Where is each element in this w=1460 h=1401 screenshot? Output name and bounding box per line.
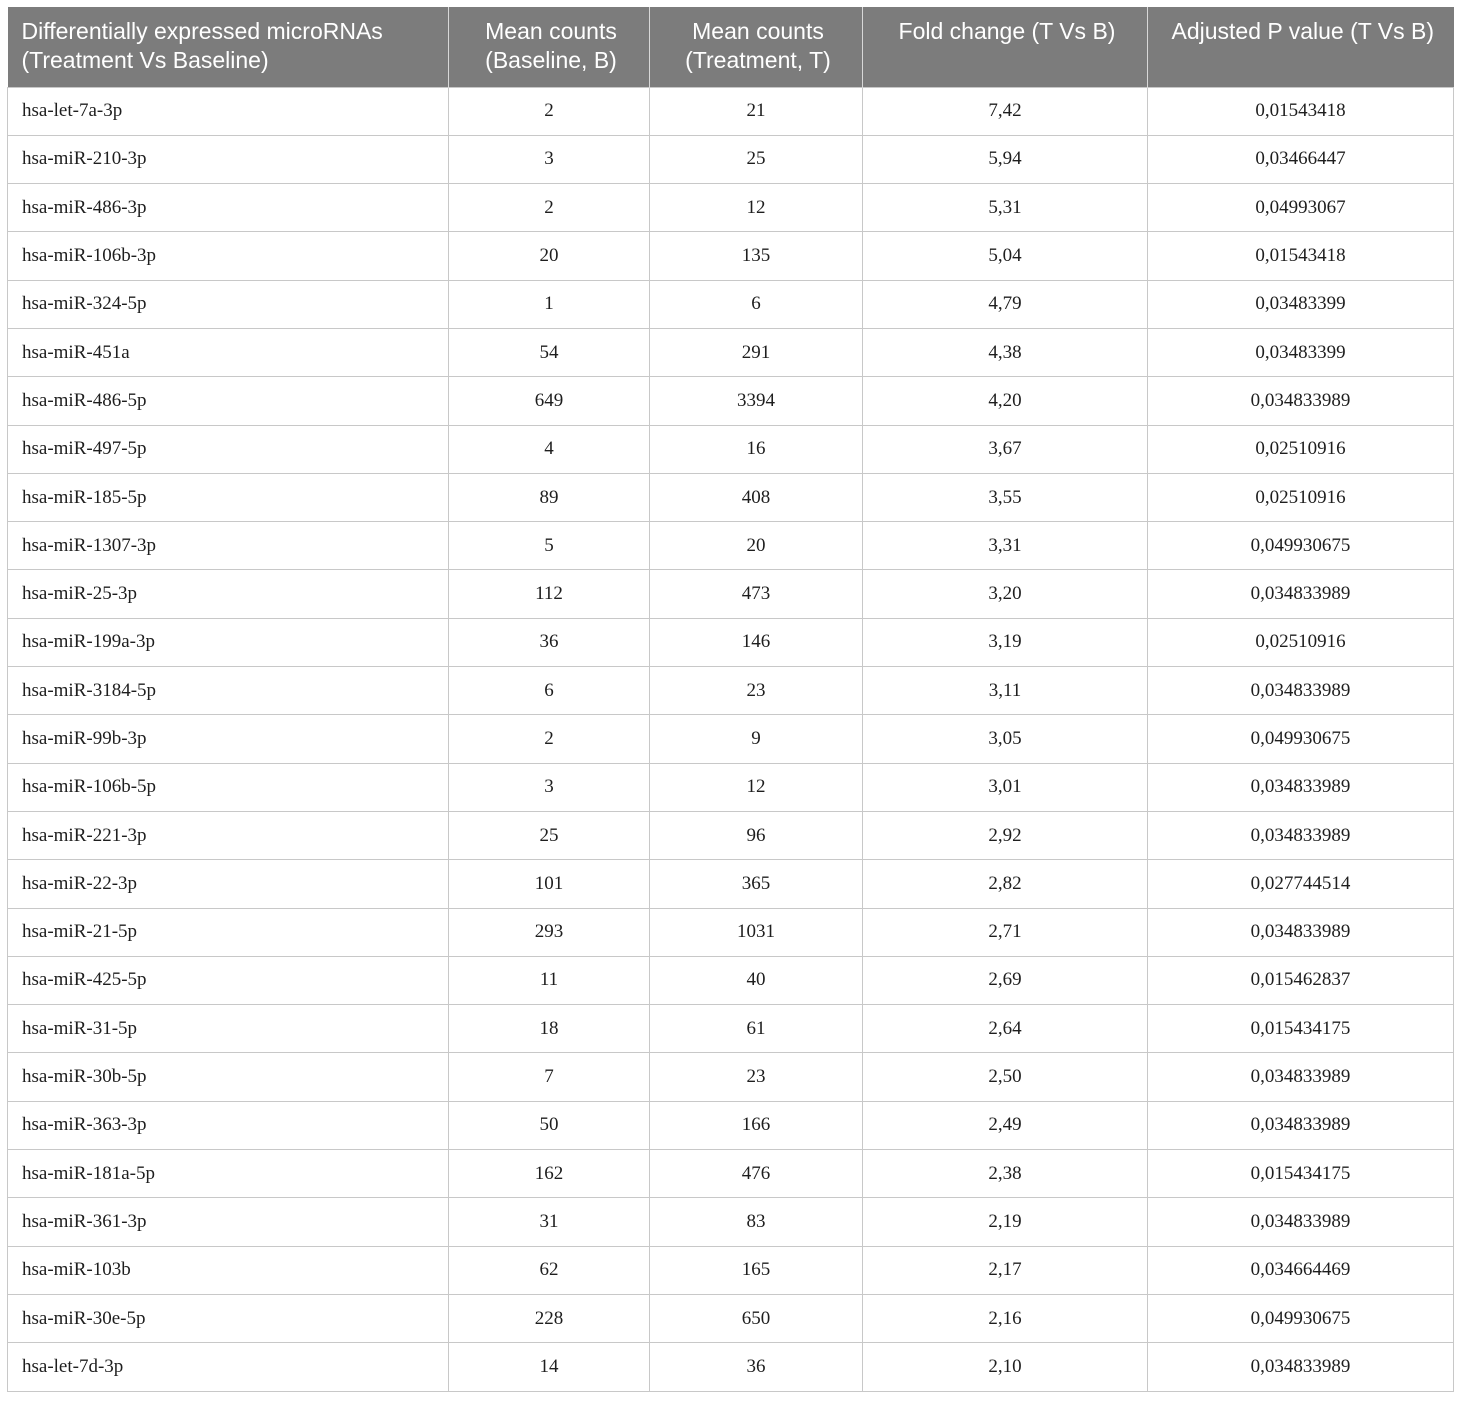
cell-p-value: 0,027744514 <box>1148 860 1454 908</box>
cell-mirna: hsa-miR-106b-5p <box>8 763 449 811</box>
cell-treatment: 9 <box>650 715 863 763</box>
cell-treatment: 23 <box>650 667 863 715</box>
cell-baseline: 54 <box>449 328 650 376</box>
header-mirna-line1: Differentially expressed microRNAs <box>21 18 383 44</box>
cell-p-value: 0,034833989 <box>1148 570 1454 618</box>
cell-fold-change: 3,67 <box>863 425 1148 473</box>
cell-p-value: 0,034833989 <box>1148 811 1454 859</box>
table-row <box>8 87 1454 135</box>
cell-fold-change: 2,69 <box>863 956 1148 1004</box>
cell-p-value: 0,03483399 <box>1148 328 1454 376</box>
table-row <box>8 1101 1454 1149</box>
cell-fold-change: 3,11 <box>863 667 1148 715</box>
cell-baseline: 11 <box>449 956 650 1004</box>
cell-treatment: 23 <box>650 1053 863 1101</box>
cell-p-value: 0,01543418 <box>1148 232 1454 280</box>
cell-treatment: 16 <box>650 425 863 473</box>
table-row <box>8 1053 1454 1101</box>
table-header <box>8 7 1454 87</box>
table-row <box>8 328 1454 376</box>
cell-p-value: 0,049930675 <box>1148 1294 1454 1342</box>
cell-treatment: 408 <box>650 473 863 521</box>
header-treatment <box>650 7 863 87</box>
cell-p-value: 0,03466447 <box>1148 135 1454 183</box>
cell-baseline: 5 <box>449 522 650 570</box>
cell-mirna: hsa-miR-103b <box>8 1246 449 1294</box>
cell-fold-change: 5,31 <box>863 184 1148 232</box>
cell-fold-change: 2,38 <box>863 1150 1148 1198</box>
cell-treatment: 365 <box>650 860 863 908</box>
cell-mirna: hsa-miR-181a-5p <box>8 1150 449 1198</box>
cell-treatment: 166 <box>650 1101 863 1149</box>
cell-treatment: 146 <box>650 618 863 666</box>
cell-baseline: 31 <box>449 1198 650 1246</box>
cell-fold-change: 3,55 <box>863 473 1148 521</box>
cell-fold-change: 3,05 <box>863 715 1148 763</box>
cell-fold-change: 2,82 <box>863 860 1148 908</box>
table-row <box>8 908 1454 956</box>
header-fold-change-line1: Fold change (T Vs B) <box>898 18 1116 44</box>
cell-mirna: hsa-miR-30b-5p <box>8 1053 449 1101</box>
cell-fold-change: 7,42 <box>863 87 1148 135</box>
table-row <box>8 1343 1454 1391</box>
cell-fold-change: 3,31 <box>863 522 1148 570</box>
cell-baseline: 2 <box>449 87 650 135</box>
cell-treatment: 21 <box>650 87 863 135</box>
cell-mirna: hsa-miR-31-5p <box>8 1005 449 1053</box>
cell-p-value: 0,034833989 <box>1148 1053 1454 1101</box>
header-baseline-line2: (Baseline, B) <box>485 47 617 73</box>
header-mirna <box>8 7 449 87</box>
cell-treatment: 476 <box>650 1150 863 1198</box>
cell-p-value: 0,034833989 <box>1148 1101 1454 1149</box>
cell-baseline: 50 <box>449 1101 650 1149</box>
cell-treatment: 25 <box>650 135 863 183</box>
cell-fold-change: 2,16 <box>863 1294 1148 1342</box>
header-fold-change <box>863 7 1148 87</box>
cell-treatment: 291 <box>650 328 863 376</box>
table-row <box>8 184 1454 232</box>
cell-mirna: hsa-miR-451a <box>8 328 449 376</box>
cell-mirna: hsa-miR-210-3p <box>8 135 449 183</box>
cell-treatment: 650 <box>650 1294 863 1342</box>
cell-fold-change: 3,19 <box>863 618 1148 666</box>
cell-mirna: hsa-let-7a-3p <box>8 87 449 135</box>
cell-p-value: 0,049930675 <box>1148 522 1454 570</box>
cell-p-value: 0,015434175 <box>1148 1150 1454 1198</box>
cell-mirna: hsa-miR-106b-3p <box>8 232 449 280</box>
cell-fold-change: 2,71 <box>863 908 1148 956</box>
cell-mirna: hsa-miR-22-3p <box>8 860 449 908</box>
cell-baseline: 162 <box>449 1150 650 1198</box>
table-row <box>8 811 1454 859</box>
header-p-value-line1: Adjusted P value (T Vs B) <box>1171 18 1434 44</box>
cell-p-value: 0,034833989 <box>1148 763 1454 811</box>
cell-fold-change: 2,19 <box>863 1198 1148 1246</box>
cell-mirna: hsa-miR-363-3p <box>8 1101 449 1149</box>
cell-mirna: hsa-miR-1307-3p <box>8 522 449 570</box>
header-baseline-line1: Mean counts <box>485 18 617 44</box>
cell-mirna: hsa-miR-99b-3p <box>8 715 449 763</box>
header-baseline <box>449 7 650 87</box>
cell-p-value: 0,034664469 <box>1148 1246 1454 1294</box>
cell-baseline: 14 <box>449 1343 650 1391</box>
cell-p-value: 0,015462837 <box>1148 956 1454 1004</box>
table-row <box>8 473 1454 521</box>
cell-mirna: hsa-miR-486-5p <box>8 377 449 425</box>
cell-baseline: 101 <box>449 860 650 908</box>
cell-baseline: 228 <box>449 1294 650 1342</box>
cell-mirna: hsa-miR-361-3p <box>8 1198 449 1246</box>
cell-treatment: 12 <box>650 184 863 232</box>
table-row <box>8 763 1454 811</box>
table-row <box>8 135 1454 183</box>
cell-mirna: hsa-miR-497-5p <box>8 425 449 473</box>
cell-mirna: hsa-miR-221-3p <box>8 811 449 859</box>
cell-mirna: hsa-miR-25-3p <box>8 570 449 618</box>
cell-p-value: 0,02510916 <box>1148 473 1454 521</box>
table-row <box>8 667 1454 715</box>
header-treatment-line1: Mean counts <box>692 18 824 44</box>
cell-baseline: 6 <box>449 667 650 715</box>
cell-baseline: 18 <box>449 1005 650 1053</box>
cell-baseline: 4 <box>449 425 650 473</box>
cell-baseline: 1 <box>449 280 650 328</box>
cell-baseline: 25 <box>449 811 650 859</box>
table-row <box>8 860 1454 908</box>
cell-fold-change: 5,94 <box>863 135 1148 183</box>
table-row <box>8 232 1454 280</box>
table-row <box>8 425 1454 473</box>
cell-p-value: 0,04993067 <box>1148 184 1454 232</box>
table-row <box>8 1005 1454 1053</box>
cell-baseline: 2 <box>449 715 650 763</box>
cell-treatment: 165 <box>650 1246 863 1294</box>
cell-treatment: 40 <box>650 956 863 1004</box>
cell-treatment: 6 <box>650 280 863 328</box>
cell-baseline: 7 <box>449 1053 650 1101</box>
table-row <box>8 377 1454 425</box>
cell-mirna: hsa-miR-324-5p <box>8 280 449 328</box>
cell-baseline: 649 <box>449 377 650 425</box>
cell-mirna: hsa-let-7d-3p <box>8 1343 449 1391</box>
cell-treatment: 135 <box>650 232 863 280</box>
cell-fold-change: 2,92 <box>863 811 1148 859</box>
cell-fold-change: 3,20 <box>863 570 1148 618</box>
cell-fold-change: 2,64 <box>863 1005 1148 1053</box>
cell-baseline: 293 <box>449 908 650 956</box>
cell-baseline: 62 <box>449 1246 650 1294</box>
mirna-table <box>7 7 1454 1392</box>
cell-mirna: hsa-miR-185-5p <box>8 473 449 521</box>
cell-baseline: 2 <box>449 184 650 232</box>
cell-p-value: 0,03483399 <box>1148 280 1454 328</box>
cell-p-value: 0,049930675 <box>1148 715 1454 763</box>
cell-baseline: 3 <box>449 135 650 183</box>
cell-treatment: 20 <box>650 522 863 570</box>
cell-baseline: 3 <box>449 763 650 811</box>
table-row <box>8 1294 1454 1342</box>
cell-mirna: hsa-miR-3184-5p <box>8 667 449 715</box>
cell-mirna: hsa-miR-425-5p <box>8 956 449 1004</box>
cell-treatment: 12 <box>650 763 863 811</box>
table-row <box>8 280 1454 328</box>
cell-fold-change: 3,01 <box>863 763 1148 811</box>
cell-p-value: 0,034833989 <box>1148 1198 1454 1246</box>
cell-baseline: 112 <box>449 570 650 618</box>
table-row <box>8 1198 1454 1246</box>
cell-mirna: hsa-miR-30e-5p <box>8 1294 449 1342</box>
cell-treatment: 3394 <box>650 377 863 425</box>
table-row <box>8 1246 1454 1294</box>
cell-p-value: 0,02510916 <box>1148 618 1454 666</box>
table-row <box>8 618 1454 666</box>
cell-treatment: 473 <box>650 570 863 618</box>
cell-p-value: 0,01543418 <box>1148 87 1454 135</box>
cell-p-value: 0,034833989 <box>1148 1343 1454 1391</box>
header-treatment-line2: (Treatment, T) <box>685 47 831 73</box>
cell-treatment: 36 <box>650 1343 863 1391</box>
cell-fold-change: 5,04 <box>863 232 1148 280</box>
cell-baseline: 36 <box>449 618 650 666</box>
cell-fold-change: 2,10 <box>863 1343 1148 1391</box>
cell-fold-change: 2,49 <box>863 1101 1148 1149</box>
header-mirna-line2: (Treatment Vs Baseline) <box>21 47 269 73</box>
cell-treatment: 1031 <box>650 908 863 956</box>
cell-p-value: 0,034833989 <box>1148 908 1454 956</box>
cell-mirna: hsa-miR-486-3p <box>8 184 449 232</box>
table-row <box>8 1150 1454 1198</box>
cell-fold-change: 2,50 <box>863 1053 1148 1101</box>
cell-p-value: 0,034833989 <box>1148 667 1454 715</box>
cell-mirna: hsa-miR-21-5p <box>8 908 449 956</box>
cell-fold-change: 4,20 <box>863 377 1148 425</box>
cell-p-value: 0,02510916 <box>1148 425 1454 473</box>
cell-treatment: 61 <box>650 1005 863 1053</box>
cell-baseline: 20 <box>449 232 650 280</box>
cell-fold-change: 4,38 <box>863 328 1148 376</box>
table-row <box>8 522 1454 570</box>
cell-baseline: 89 <box>449 473 650 521</box>
table-row <box>8 715 1454 763</box>
table-row <box>8 570 1454 618</box>
header-row <box>8 7 1454 87</box>
table-body <box>8 87 1454 1391</box>
cell-p-value: 0,034833989 <box>1148 377 1454 425</box>
table-row <box>8 956 1454 1004</box>
cell-treatment: 96 <box>650 811 863 859</box>
cell-p-value: 0,015434175 <box>1148 1005 1454 1053</box>
cell-mirna: hsa-miR-199a-3p <box>8 618 449 666</box>
cell-fold-change: 4,79 <box>863 280 1148 328</box>
cell-treatment: 83 <box>650 1198 863 1246</box>
header-p-value <box>1148 7 1454 87</box>
cell-fold-change: 2,17 <box>863 1246 1148 1294</box>
